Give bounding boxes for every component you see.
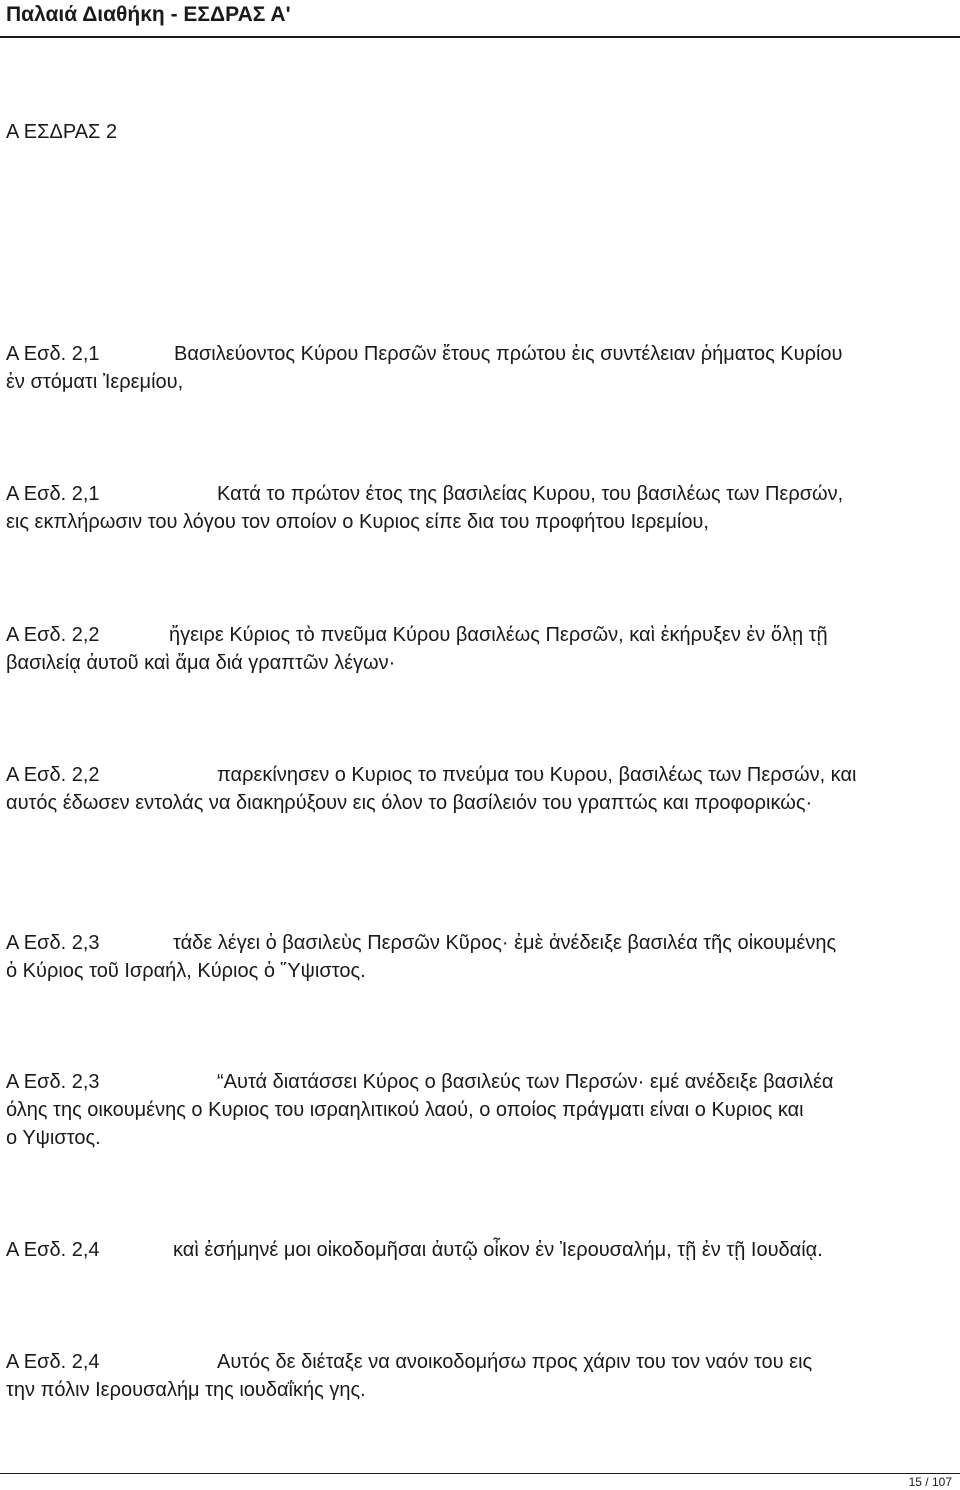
verse-block <box>6 1236 954 1264</box>
verse-reference: Α Εσδ. 2,3 <box>6 932 100 954</box>
verse-text: Κατά το πρώτον έτος της βασιλείας Κυρου, του βασιλέως των Περσών, <box>217 483 844 505</box>
verse-line <box>6 1068 954 1096</box>
verse-block <box>6 1348 954 1404</box>
verse-reference: Α Εσδ. 2,4 <box>6 1239 100 1261</box>
verse-text: “Αυτά διατάσσει Κύρος ο βασιλεύς των Περσών· εμέ ανέδειξε βασιλέα <box>217 1071 834 1093</box>
verse-line <box>6 929 954 957</box>
verse-block <box>6 761 954 817</box>
verse-text: καὶ ἐσήμηνέ μοι οἰκοδομῆσαι ἀυτῷ οἶκον ἐν Ἰερουσαλήμ, τῇ ἐν τῇ Ιουδαίᾳ. <box>173 1239 823 1261</box>
verse-line <box>6 761 954 789</box>
verse-line <box>6 1236 954 1264</box>
verse-text-continued: βασιλείᾳ ἀυτοῦ καὶ ἅμα διά γραπτῶν λέγων· <box>6 652 396 674</box>
verse-text-continued: την πόλιν Ιερουσαλήμ της ιουδαΐκής γης. <box>6 1379 366 1401</box>
verse-reference: Α Εσδ. 2,1 <box>6 343 100 365</box>
verse-text-continued: ὁ Κύριος τοῦ Ισραήλ, Κύριος ὁ Ὕψιστος. <box>6 960 366 982</box>
header-divider <box>0 36 960 38</box>
verse-reference: Α Εσδ. 2,2 <box>6 624 100 646</box>
verse-text-continued: αυτός έδωσεν εντολάς να διακηρύξουν εις όλον το βασίλειόν του γραπτώς και προφορικώς· <box>6 792 813 814</box>
footer-divider <box>0 1473 960 1474</box>
verse-line <box>6 1348 954 1376</box>
verse-text-continued: ο Υψιστος. <box>6 1127 101 1149</box>
verse-text: παρεκίνησεν ο Κυριος το πνεύμα του Κυρου, βασιλέως των Περσών, και <box>217 764 857 786</box>
verse-text-continued: εις εκπλήρωσιν του λόγου τον οποίον ο Κυριος είπε δια του προφήτου Ιερεμίου, <box>6 511 709 533</box>
verse-line <box>6 621 954 649</box>
verse-block <box>6 929 954 985</box>
verse-block <box>6 340 954 396</box>
verse-text: τάδε λέγει ὁ βασιλεὺς Περσῶν Κῦρος· ἐμὲ ἀνέδειξε βασιλέα τῆς οἰκουμένης <box>173 932 837 954</box>
verse-text-continued: όλης της οικουμένης ο Κυριος του ισραηλιτικού λαού, ο οποίος πράγματι είναι ο Κυριος και <box>6 1099 804 1121</box>
verse-line <box>6 480 954 508</box>
verse-text: Αυτός δε διέταξε να ανοικοδομήσω προς χάριν του τον ναόν του εις <box>217 1351 813 1373</box>
verse-block <box>6 621 954 677</box>
verse-reference: Α Εσδ. 2,3 <box>6 1071 100 1093</box>
verse-text-continued: ἐν στόματι Ἰερεμίου, <box>6 371 184 393</box>
verse-reference: Α Εσδ. 2,2 <box>6 764 100 786</box>
verse-line <box>6 340 954 368</box>
verse-text: ἤγειρε Κύριος τὸ πνεῦμα Κύρου βασιλέως Περσῶν, καὶ ἐκήρυξεν ἐν ὅλῃ τῇ <box>169 624 828 646</box>
verse-reference: Α Εσδ. 2,1 <box>6 483 100 505</box>
page-header-title: Παλαιά Διαθήκη - ΕΣΔΡΑΣ Α' <box>6 3 291 26</box>
verse-reference: Α Εσδ. 2,4 <box>6 1351 100 1373</box>
verse-block <box>6 1068 954 1152</box>
page-number: 15 / 107 <box>908 1475 952 1489</box>
verse-text: Βασιλεύοντος Κύρου Περσῶν ἔτους πρώτου ἐις συντέλειαν ῥήματος Κυρίου <box>174 343 843 365</box>
chapter-title: Α ΕΣΔΡΑΣ 2 <box>6 121 118 143</box>
verse-block <box>6 480 954 536</box>
